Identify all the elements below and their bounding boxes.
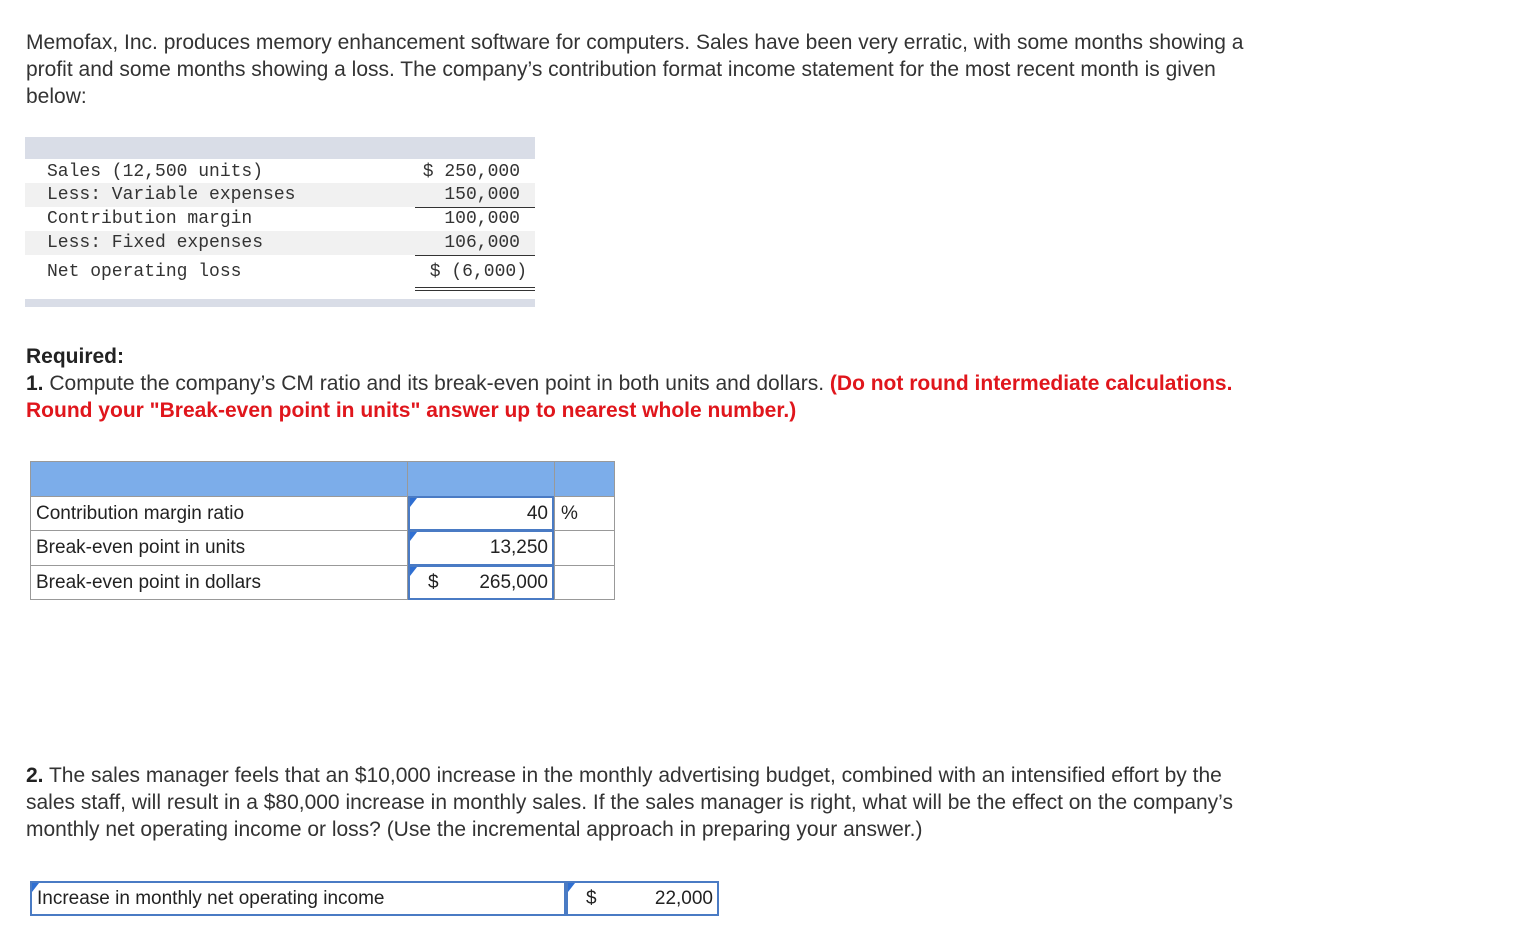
cm-ratio-value: 40 — [526, 503, 548, 524]
statement-underline — [415, 255, 535, 256]
answer-marker-icon — [410, 498, 417, 507]
statement-label: Contribution margin — [47, 209, 253, 229]
answer-marker-icon — [410, 532, 417, 541]
answer2-value: 22,000 — [654, 888, 713, 909]
intro-line: below: — [26, 85, 87, 108]
q2-line: The sales manager feels that an $10,000 increase in the monthly advertising budget, combined with an intensified effort by the — [48, 764, 1222, 787]
statement-amount: $ (6,000) — [429, 262, 527, 282]
empty-cell — [554, 530, 615, 566]
statement-amount: $ 250,000 — [422, 162, 520, 182]
statement-row — [25, 207, 535, 231]
required-section — [26, 343, 1232, 424]
required-heading: Required: — [26, 345, 125, 368]
statement-footer-bar — [25, 299, 535, 307]
breakeven-dollars-input[interactable] — [408, 565, 554, 600]
cm-ratio-input[interactable] — [408, 496, 554, 531]
breakeven-dollars-value: 265,000 — [479, 572, 548, 593]
statement-label: Net operating loss — [47, 262, 242, 282]
intro-line: profit and some months showing a loss. The company’s contribution format income statement for the most recent month is given — [26, 58, 1216, 81]
q1-number: 1. — [26, 372, 44, 395]
answer-marker-icon — [410, 567, 417, 576]
table-header-cell — [30, 461, 408, 497]
q1-note: Round your "Break-even point in units" answer up to nearest whole number.) — [26, 399, 797, 422]
q2-number: 2. — [26, 764, 44, 787]
q2-line: monthly net operating income or loss? (Use the incremental approach in preparing your answer.) — [26, 818, 923, 841]
statement-amount: 100,000 — [444, 209, 520, 229]
breakeven-units-value: 13,250 — [489, 537, 548, 558]
table-header-cell — [554, 461, 615, 497]
row-label: Break-even point in units — [30, 530, 408, 566]
q1-note: (Do not round intermediate calculations. — [829, 372, 1233, 395]
intro-paragraph — [26, 29, 1243, 110]
statement-row — [25, 260, 535, 284]
breakeven-units-input[interactable] — [408, 530, 554, 566]
row-label: Contribution margin ratio — [30, 496, 408, 531]
answer2-label: Increase in monthly net operating income — [37, 888, 385, 909]
q2-paragraph — [26, 762, 1233, 843]
statement-header-bar — [25, 137, 535, 159]
statement-label: Less: Fixed expenses — [47, 233, 264, 253]
row-label: Break-even point in dollars — [30, 565, 408, 600]
statement-amount: 106,000 — [444, 233, 520, 253]
q1-text: Compute the company’s CM ratio and its break-even point in both units and dollars. — [49, 372, 825, 395]
answer2-input[interactable] — [566, 881, 719, 916]
dollar-sign: $ — [428, 572, 439, 593]
statement-amount: 150,000 — [444, 185, 520, 205]
answer2-label-select[interactable] — [30, 881, 566, 916]
statement-row — [25, 183, 535, 207]
q2-line: sales staff, will result in a $80,000 increase in monthly sales. If the sales manager is right, what will be the effect on the company’s — [26, 791, 1233, 814]
statement-row — [25, 160, 535, 184]
statement-row — [25, 231, 535, 255]
statement-label: Less: Variable expenses — [47, 185, 296, 205]
statement-double-underline — [415, 287, 535, 288]
percent-suffix: % — [554, 496, 615, 531]
answer-marker-icon — [568, 883, 575, 892]
intro-line: Memofax, Inc. produces memory enhancement software for computers. Sales have been very erratic, with some months showing a — [26, 31, 1244, 54]
statement-label: Sales (12,500 units) — [47, 162, 264, 182]
income-statement — [25, 137, 535, 307]
empty-cell — [554, 565, 615, 600]
dollar-sign: $ — [586, 888, 597, 909]
statement-double-underline — [415, 290, 535, 291]
table-header-cell — [407, 461, 555, 497]
